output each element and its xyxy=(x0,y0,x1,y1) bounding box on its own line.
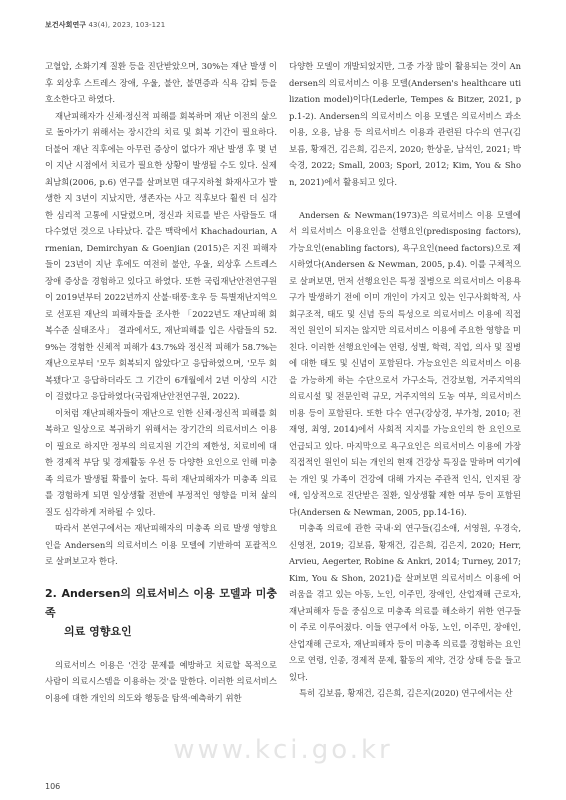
section-heading-line1: 2. Andersen의 의료서비스 이용 모델과 미충족 xyxy=(45,586,277,619)
right-column xyxy=(289,58,521,702)
page-number: 106 xyxy=(45,782,61,791)
journal-title: 보건사회연구 xyxy=(45,21,87,29)
paragraph: 의료서비스 이용은 '건강 문제를 예방하고 치료할 목적으로 사람이 의료시스템을 이용하는 것'을 말한다. 이러한 의료서비스 이용에 대한 개인의 의도와 행동을 탐색·예측하기 위한 xyxy=(45,659,277,703)
section-heading xyxy=(45,584,277,641)
left-column xyxy=(45,58,277,706)
paragraph: 다양한 모델이 개발되었지만, 그중 가장 많이 활용되는 것이 Andersen의 의료서비스 이용 모델(Andersen's healthcare utilization model)이다(Lederle, Tempes & Bitzer, 2021, pp.1-2). Andersen의 의료서비스 이용 모델은 의료서비스 과소이용, 오용, 남용 등 의료서비스 이용과 관련된 다수의 연구(김보름, 황재건, 김은희, 김은지, 2020; 한상윤, 남석인, 2021; 박숙경, 2022; Small, 2003; Sporl, 2012; Kim, You & Shon, 2021)에서 활용되고 있다. xyxy=(289,61,521,187)
issue-info: 43(4), 2023, 103-121 xyxy=(88,21,166,29)
paragraph: 미충족 의료에 관한 국내·외 연구들(김소애, 서영원, 우경숙, 신영전, 2019; 김보름, 황재건, 김은희, 김은지, 2020; Herr, Arvieu, Aegerter, Robine & Ankri, 2014; Turney, 2017; Kim, You & Shon, 2021)을 살펴보면 의료서비스 이용에 어려움을 겪고 있는 아동, 노인, 이주민, 장애인, 산업재해 근로자, 재난피해자 등을 중심으로 미충족 의료를 해소하기 위한 연구들이 주로 이루어졌다. 이들 연구에서 아동, 노인, 이주민, 장애인, 산업재해 근로자, 재난피해자 등이 미충족 의료를 경험하는 요인으로 연령, 인종, 경제적 문제, 활동의 제약, 건강 상태 등을 들고 있다. xyxy=(289,523,521,682)
paragraph: 재난피해자가 신체·정신적 피해를 회복하며 재난 이전의 삶으로 돌아가기 위해서는 장시간의 치료 및 회복 기간이 필요하다. 더불어 재난 직후에는 아무런 증상이 없다가 재난 발생 후 몇 년이 지난 시점에서 치료가 필요한 상황이 발생될 수도 있다. 실제 최남희(2006, p.6) 연구를 살펴보면 대구지하철 화재사고가 발생한 지 3년이 지났지만, 생존자는 사고 직후보다 훨씬 더 심각한 심리적 고통에 시달렸으며, 정신과 치료를 받은 사람들도 대다수였던 것으로 나타났다. 같은 맥락에서 Khachadourian, Armenian, Demirchyan & Goenjian (2015)은 지진 피해자들이 23년이 지난 후에도 여전히 불안, 우울, 외상후 스트레스 장애 증상을 경험하고 있다고 하였다. 또한 국립재난안전연구원이 2019년부터 2022년까지 산불·태풍·호우 등 특별재난지역으로 선포된 재난의 피해자들을 조사한 「2022년도 재난피해 회복수준 실태조사」 결과에서도, 재난피해를 입은 사람들의 52.9%는 경험한 신체적 피해가 43.7%와 정신적 피해가 58.7%는 재난으로부터 '모두 회복되지 않았다'고 응답하였으며, '모두 회복됐다'고 응답하더라도 그 기간이 6개월에서 2년 이상의 시간이 걸렸다고 응답하였다(국립재난안전연구원, 2022). xyxy=(45,110,277,401)
running-header xyxy=(45,20,165,30)
paragraph: 이처럼 재난피해자들이 재난으로 인한 신체·정신적 피해를 회복하고 일상으로 복귀하기 위해서는 장기간의 의료서비스 이용이 필요로 하지만 정부의 의료지원 기간의 제한성, 치료비에 대한 경제적 부담 및 경제활동 우선 등 다양한 요인으로 인해 미충족 의료가 발생될 확률이 높다. 특히 재난피해자가 미충족 의료를 경험하게 되면 일상생활 전반에 부정적인 영향을 미쳐 삶의 질도 심각하게 저하될 수 있다. xyxy=(45,407,277,517)
paragraph: 고혈압, 소화기계 질환 등을 진단받았으며, 30%는 재난 발생 이후 외상후 스트레스 장애, 우울, 불안, 불면증과 식욕 감퇴 등을 호소한다고 하였다. xyxy=(45,61,277,104)
section-heading-line2: 의료 영향요인 xyxy=(64,624,132,638)
paragraph: 특히 김보름, 황재건, 김은희, 김은지(2020) 연구에서는 산 xyxy=(299,688,513,698)
watermark: www.kci.go.kr xyxy=(173,735,393,765)
paragraph: 따라서 본연구에서는 재난피해자의 미충족 의료 발생 영향요인을 Andersen의 의료서비스 이용 모델에 기반하여 포괄적으로 살펴보고자 한다. xyxy=(45,523,277,566)
paragraph: Andersen & Newman(1973)은 의료서비스 이용 모델에서 의료서비스 이용요인을 선행요인(predisposing factors), 가능요인(enabling factors), 욕구요인(need factors)으로 제시하였다(Andersen & Newman, 2005, p.4). 이를 구체적으로 살펴보면, 먼저 선행요인은 특정 질병으로 의료서비스 이용욕구가 발생하기 전에 이미 개인이 가지고 있는 인구사회학적, 사회구조적, 태도 및 신념 등의 특성으로 의료서비스 이용에 직접적인 원인이 되지는 않지만 의료서비스 이용에 주요한 영향을 미친다. 이러한 선행요인에는 연령, 성별, 학력, 직업, 의사 및 질병에 대한 태도 및 신념이 포함된다. 가능요인은 의료서비스 이용을 가능하게 하는 수단으로서 가구소득, 건강보험, 거주지역의 의료시설 및 전문인력 규모, 거주지역의 도농 여부, 의료서비스 비용 등이 포함된다. 또한 다수 연구(강상경, 부가청, 2010; 전재영, 최영, 2014)에서 사회적 지지를 가능요인의 한 요인으로 언급되고 있다. 마지막으로 욕구요인은 의료서비스 이용에 가장 직접적인 원인이 되는 개인의 현재 건강상 특징을 말하며 여기에는 개인 및 가족이 건강에 대해 가지는 주관적 인식, 인지된 장애, 임상적으로 진단받은 질환, 일상생활 제한 여부 등이 포함된다(Andersen & Newman, 2005, pp.14-16). xyxy=(289,209,521,517)
